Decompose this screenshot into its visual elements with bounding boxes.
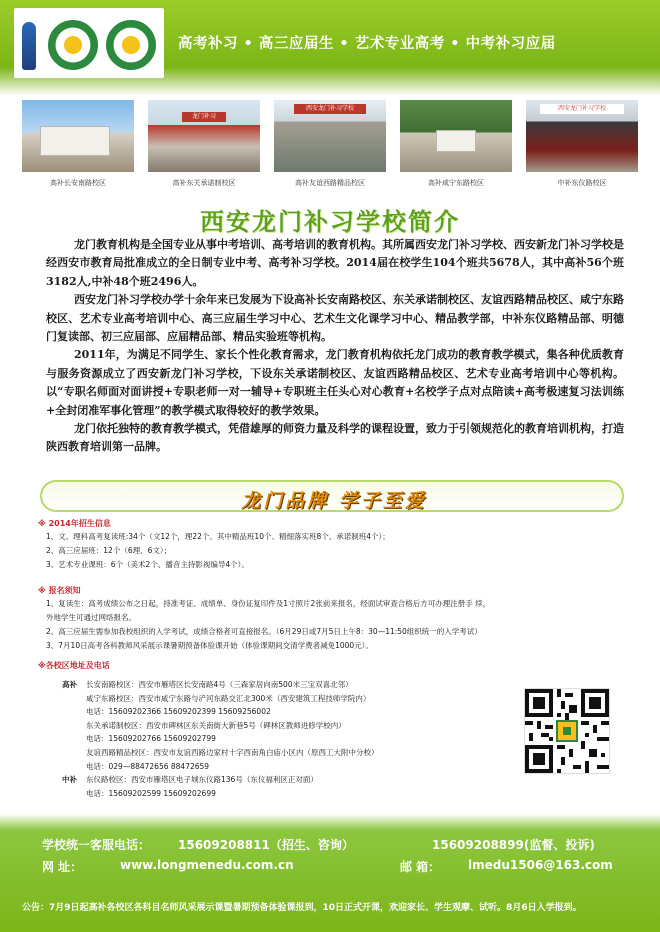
address-group-label: 中补: [62, 775, 77, 785]
address-group-label: [62, 732, 86, 746]
campus-sign: 龙门补习: [182, 112, 226, 122]
recruit-item: 3、艺术专业课班：6个（美术2个、播音主持影视编导4个）。: [46, 560, 249, 569]
campus-photo-image: [274, 100, 386, 172]
campus-photo-image: [22, 100, 134, 172]
address-text: 友谊西路精品校区：西安市友谊西路边家村十字西南角白庙小区内（原西工大附中分校）: [86, 747, 379, 757]
address-row: [62, 746, 522, 760]
school-seal-icon: [106, 20, 156, 70]
address-row: [62, 692, 522, 706]
address-text: 电话：15609202366 15609202399 15609256002: [86, 707, 271, 717]
campus-photo-caption: 高补东关承诺制校区: [172, 179, 236, 187]
website-label: 网 址：: [42, 860, 83, 874]
address-row: [62, 678, 522, 692]
recruit-item: 2、高三应届班：12个（6理、6文）；: [46, 546, 172, 555]
address-group-label: [62, 760, 86, 774]
address-row: [62, 760, 522, 774]
campus-photo: [22, 100, 134, 188]
address-group-label: [62, 705, 86, 719]
notes-heading: ※ 报名须知: [38, 586, 81, 595]
notes-item: 3、7月10日高考各科教师风采展示课暑期预备体验课开始（体验课期间交清学费者减免1000元）。: [46, 641, 373, 650]
address-group-label: [62, 746, 86, 760]
address-text: 东关承诺制校区：西安市碑林区东关南街大新巷5号（碑林区教师进修学校内）: [86, 720, 346, 730]
address-text: 长安南路校区：西安市雁塔区长安南路4号（三森家居向南500米三宝双喜北邻）: [86, 680, 353, 689]
hotline-enrolment: 15609208811（招生、咨询）: [178, 838, 354, 852]
address-list: [62, 678, 522, 800]
campus-sign: 西安龙门补习学校: [540, 104, 624, 114]
recruit-item: 1、文、理科高考复读班:34个（文12个，理22个。其中精品班10个、精细落实班8个、承诺制班4个）；: [46, 532, 390, 541]
address-group-label: 高补: [62, 680, 77, 689]
address-row: [62, 705, 522, 719]
address-text: 东仪路校区：西安市雁塔区电子城东仪路136号（东仪福利区正对面）: [86, 775, 318, 785]
address-group-label: [62, 787, 86, 801]
header-slogan: 高考补习 • 高三应届生 • 艺术专业高考 • 中考补习应届: [178, 36, 556, 52]
notes-item: 1、复读生：高考成绩公布之日起，持准考证、成绩单、身份证复印件及1寸照片2张前来报名，经面试审查合格后方可办理注册手 续，: [46, 599, 491, 608]
campus-photo-caption: 中补东仪路校区: [557, 179, 607, 187]
campus-photo: [274, 100, 386, 188]
address-text: 电话：15609202766 15609202799: [86, 734, 216, 744]
email-link[interactable]: lmedu1506@163.com: [468, 858, 613, 872]
address-heading: ※各校区地址及电话: [38, 661, 110, 670]
footer-banner: [0, 814, 660, 932]
hotline-label: 学校统一客服电话：: [42, 838, 151, 852]
campus-photo-caption: 高补咸宁东路校区: [428, 179, 484, 187]
intro-text: [46, 236, 624, 457]
campus-photo-image: [400, 100, 512, 172]
campus-photo: [526, 100, 638, 188]
recruit-heading: ※ 2014年招生信息: [38, 519, 111, 528]
campus-photo-image: [526, 100, 638, 172]
brand-band: [40, 480, 624, 512]
logo-group: [14, 8, 164, 78]
campus-photo-caption: 高补友谊西路精品校区: [295, 179, 365, 187]
qr-code-icon: [524, 688, 610, 774]
address-text: 咸宁东路校区：西安市咸宁东路与浐河东路交汇北300米（西安建筑工程技师学院内）: [86, 693, 371, 703]
address-text: 电话：029—88472656 88472659: [86, 761, 210, 771]
intro-paragraph: 2011年，为满足不同学生、家长个性化教育需求，龙门教育机构依托龙门成功的教育教学模式，集各种优质教育与服务资源成立了西安新龙门补习学校，下设东关承诺制校区、友谊西路精品校区、艺术专业高考培训中心等机构。以“专职名师面对面讲授+专职老师一对一辅导+专职班主任头心对心教育+名校学子点对点陪读+高考极速复习法训练+全封闭准军事化管理”的教学模式取得较好的教学效果。: [46, 348, 624, 417]
campus-sign: 西安龙门补习学校: [294, 104, 366, 114]
address-row: [62, 719, 522, 733]
notes-list: [46, 597, 490, 653]
intro-paragraph: 西安龙门补习学校办学十余年来已发展为下设高补长安南路校区、东关承诺制校区、友谊西路精品校区、咸宁东路校区、艺术专业高考培训中心、高三应届生学习中心、艺术生文化课学习中心、精品教学部，中补东仪路精品部、明德门复读部、初三应届部、应届精品部、精品实验班等机构。: [46, 293, 624, 344]
campus-photo-image: [148, 100, 260, 172]
address-group-label: [62, 692, 86, 706]
notes-item: 2、高三应届生需参加我校组织的入学考试，成绩合格者可直接报名。（6月29日或7月5日上午8：30—11:50组织统一的入学考试）: [46, 627, 482, 636]
email-label: 邮 箱：: [400, 860, 441, 874]
intro-paragraph: 龙门依托独特的教育教学模式，凭借雄厚的师资力量及科学的课程设置，致力于引领规范化的教育培训机构，打造陕西教育培训第一品牌。: [46, 422, 624, 454]
address-group-label: [62, 719, 86, 733]
address-row: [62, 787, 522, 801]
header-banner: [0, 0, 660, 96]
footer-notice: 公告：7月9日起高补各校区各科目名师风采展示课暨暑期预备体验课报到，10日正式开课，欢迎家长、学生观摩、试听。8月6日入学报到。: [22, 903, 582, 913]
intro-paragraph: 龙门教育机构是全国专业从事中考培训、高考培训的教育机构。其所属西安龙门补习学校、西安新龙门补习学校是经西安市教育局批准成立的全日制专业中考、高考补习学校。2014届在校学生104个班共5678人，其中高补56个班3182人,中补48个班2496人。: [46, 238, 624, 288]
school-seal-icon: [48, 20, 98, 70]
recruit-list: [46, 530, 390, 572]
page-title: 西安龙门补习学校简介: [200, 208, 460, 236]
address-row: [62, 732, 522, 746]
campus-photo: [400, 100, 512, 188]
address-text: 电话：15609202599 15609202699: [86, 788, 216, 798]
hotline-complaint: 15609208899(监督、投诉): [432, 838, 595, 852]
notes-item: 外地学生可通过网络报名。: [46, 613, 136, 622]
campus-photo-caption: 高补长安南路校区: [50, 179, 106, 187]
brand-slogan: 龙门品牌 学子至爱: [241, 490, 427, 512]
campus-photo-strip: [22, 100, 640, 192]
dragon-gate-figure-icon: [22, 22, 36, 70]
campus-photo: [148, 100, 260, 188]
website-link[interactable]: www.longmenedu.com.cn: [120, 858, 294, 872]
address-row: [62, 773, 522, 787]
